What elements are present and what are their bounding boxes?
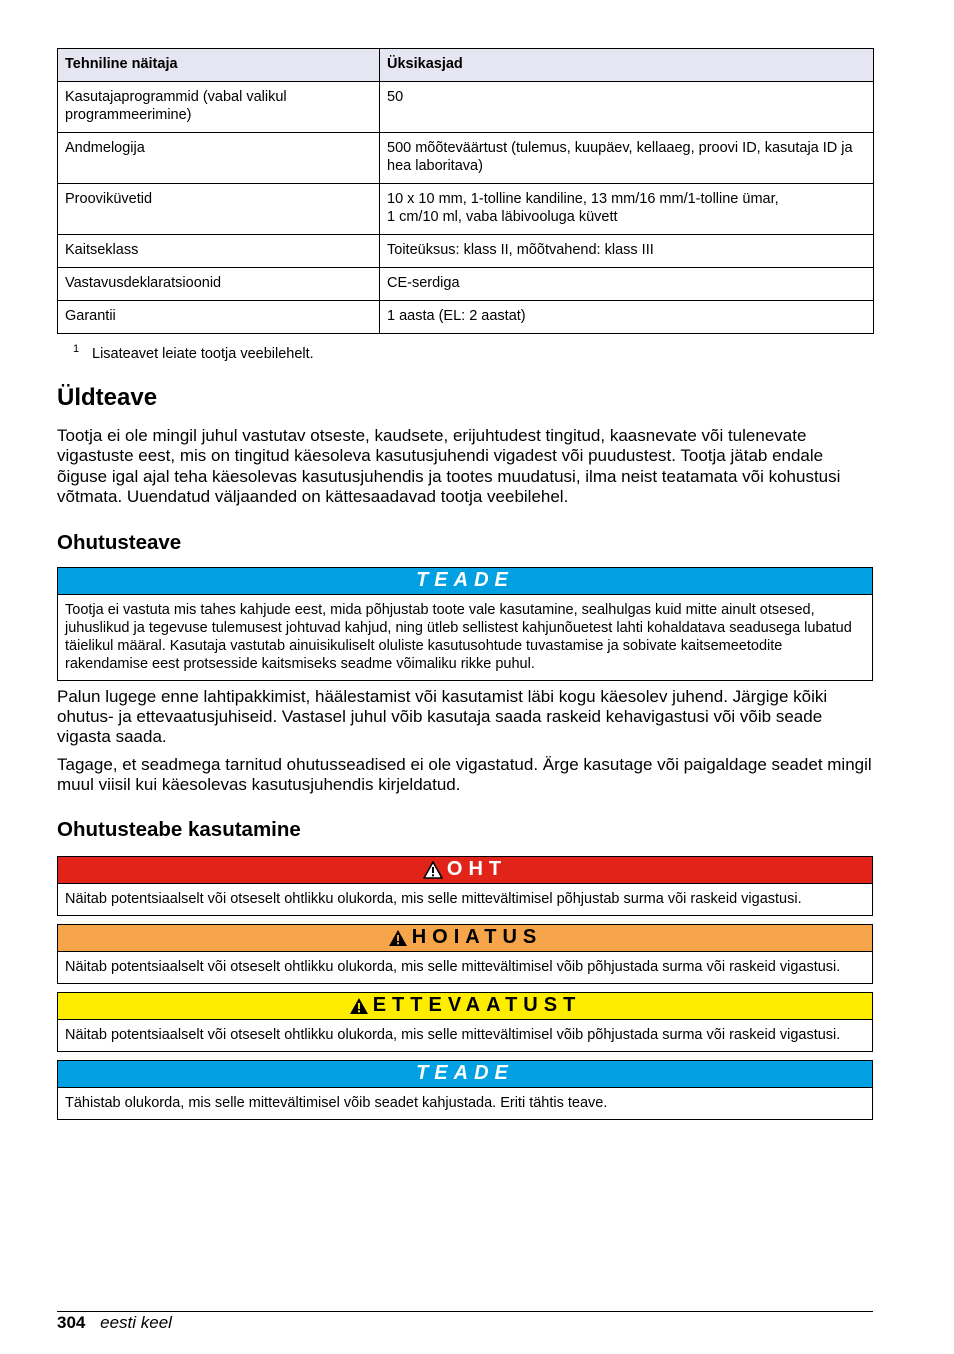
table-cell: Kasutajaprogrammid (vabal valikul programmeerimine)	[58, 82, 380, 133]
table-cell: 50	[380, 82, 874, 133]
table-cell: 1 aasta (EL: 2 aastat)	[380, 301, 874, 334]
page-footer	[57, 1313, 172, 1333]
danger-text: Näitab potentsiaalselt või otseselt ohtlikku olukorda, mis selle mittevältimisel põhjustab surma või raskeid vigastusi.	[65, 890, 802, 907]
table-cell: CE-serdiga	[380, 268, 874, 301]
footer-language: eesti keel	[100, 1313, 172, 1332]
table-header-cell: Tehniline näitaja	[58, 49, 380, 82]
table-cell: Toiteüksus: klass II, mõõtvahend: klass III	[380, 235, 874, 268]
table-cell: Vastavusdeklaratsioonid	[58, 268, 380, 301]
table-row	[58, 133, 874, 184]
notice-header	[58, 568, 872, 595]
table-row	[58, 184, 874, 235]
page-content	[57, 48, 873, 1120]
page-number: 304	[57, 1313, 86, 1332]
notice-label: TEADE	[416, 569, 514, 592]
caution-header	[58, 993, 872, 1020]
warning-box	[57, 924, 873, 984]
section-title-general: Üldteave	[57, 384, 158, 411]
footer-divider	[57, 1311, 873, 1312]
caution-text: Näitab potentsiaalselt või otseselt ohtlikku olukorda, mis selle mittevältimisel võib põhjustada surma või raskeid vigastusi.	[65, 1026, 841, 1043]
table-cell: Andmelogija	[58, 133, 380, 184]
footnote-text: Lisateavet leiate tootja veebilehelt.	[92, 346, 314, 362]
warning-triangle-icon	[349, 997, 369, 1015]
caution-box	[57, 992, 873, 1052]
notice-header-2	[58, 1061, 872, 1088]
table-row	[58, 301, 874, 334]
warning-text: Näitab potentsiaalselt või otseselt ohtlikku olukorda, mis selle mittevältimisel võib põhjustada surma või raskeid vigastusi.	[65, 958, 841, 975]
warning-triangle-icon	[388, 929, 408, 947]
safety-paragraph-2: Tagage, et seadmega tarnitud ohutusseadised ei ole vigastatud. Ärge kasutage või paigaldage seadet mingil muul viisil kui käesolevas kasutusjuhendis kirjeldatud.	[57, 754, 872, 795]
table-cell: Kaitseklass	[58, 235, 380, 268]
notice-text-2: Tähistab olukorda, mis selle mittevältimisel võib seadet kahjustada. Eriti tähtis teave.	[65, 1094, 608, 1111]
notice-box	[57, 567, 873, 681]
spec-table	[57, 48, 874, 334]
notice-label-2: TEADE	[416, 1062, 514, 1085]
warning-label: HOIATUS	[411, 926, 543, 949]
table-cell: Prooviküvetid	[58, 184, 380, 235]
danger-header	[58, 857, 872, 884]
warning-triangle-icon	[423, 861, 443, 879]
footnote	[57, 345, 873, 363]
table-cell: 10 x 10 mm, 1-tolline kandiline, 13 mm/16 mm/1-tolline ümar, 1 cm/10 ml, vaba läbivooluga küvett	[380, 184, 874, 235]
table-row	[58, 82, 874, 133]
danger-label: OHT	[446, 858, 508, 881]
safety-paragraph-1: Palun lugege enne lahtipakkimist, häälestamist või kasutamist läbi kogu käesolev juhend. Järgige kõiki ohutus- ja ettevaatusjuhiseid. Vastasel juhul võib kasutaja saada raskeid kehavigastusi või võib seade vigasta saada.	[57, 686, 828, 747]
table-header-cell: Üksikasjad	[380, 49, 874, 82]
warning-header	[58, 925, 872, 952]
table-row	[58, 235, 874, 268]
table-row	[58, 268, 874, 301]
danger-box	[57, 856, 873, 916]
table-cell: Garantii	[58, 301, 380, 334]
notice-text: Tootja ei vastuta mis tahes kahjude eest, mida põhjustab toote vale kasutamine, sealhulgas kuid mitte ainult otsesed, juhuslikud ja tegevuse tulemusest johtuvad kahjud, ning ütleb sellistest kahjunõuetest lahti kohaldatava seadusega lubatud täielikul määral. Kasutaja vastutab ainuisikuliselt oluliste kasutusohtude tuvastamise ja sobivate kaitsemeetodite rakendamise eest protsesside kaitsmiseks seadme võimaliku rikke puhul.	[65, 601, 852, 672]
section-title-usage: Ohutusteabe kasutamine	[57, 817, 301, 841]
footnote-marker: 1	[73, 343, 80, 355]
caution-label: ETTEVAATUST	[372, 994, 582, 1017]
notice-box-2	[57, 1060, 873, 1120]
table-cell: 500 mõõteväärtust (tulemus, kuupäev, kellaaeg, proovi ID, kasutaja ID ja hea laboritava)	[380, 133, 874, 184]
general-paragraph: Tootja ei ole mingil juhul vastutav otseste, kaudsete, erijuhtudest tingitud, kaasnevate või tulenevate vigastuste eest, mis on tingitud käesoleva kasutusjuhendi vigadest või puudustest. Tootja jätab endale õiguse igal ajal teha käesolevas kasutusjuhendis ja tootes muudatusi, ilma neist teatamata või kohustusi võtmata. Uuendatud väljaanded on kättesaadavad tootja veebilehel.	[57, 426, 841, 507]
table-header-row	[58, 49, 874, 82]
section-title-safety: Ohutusteave	[57, 530, 182, 554]
